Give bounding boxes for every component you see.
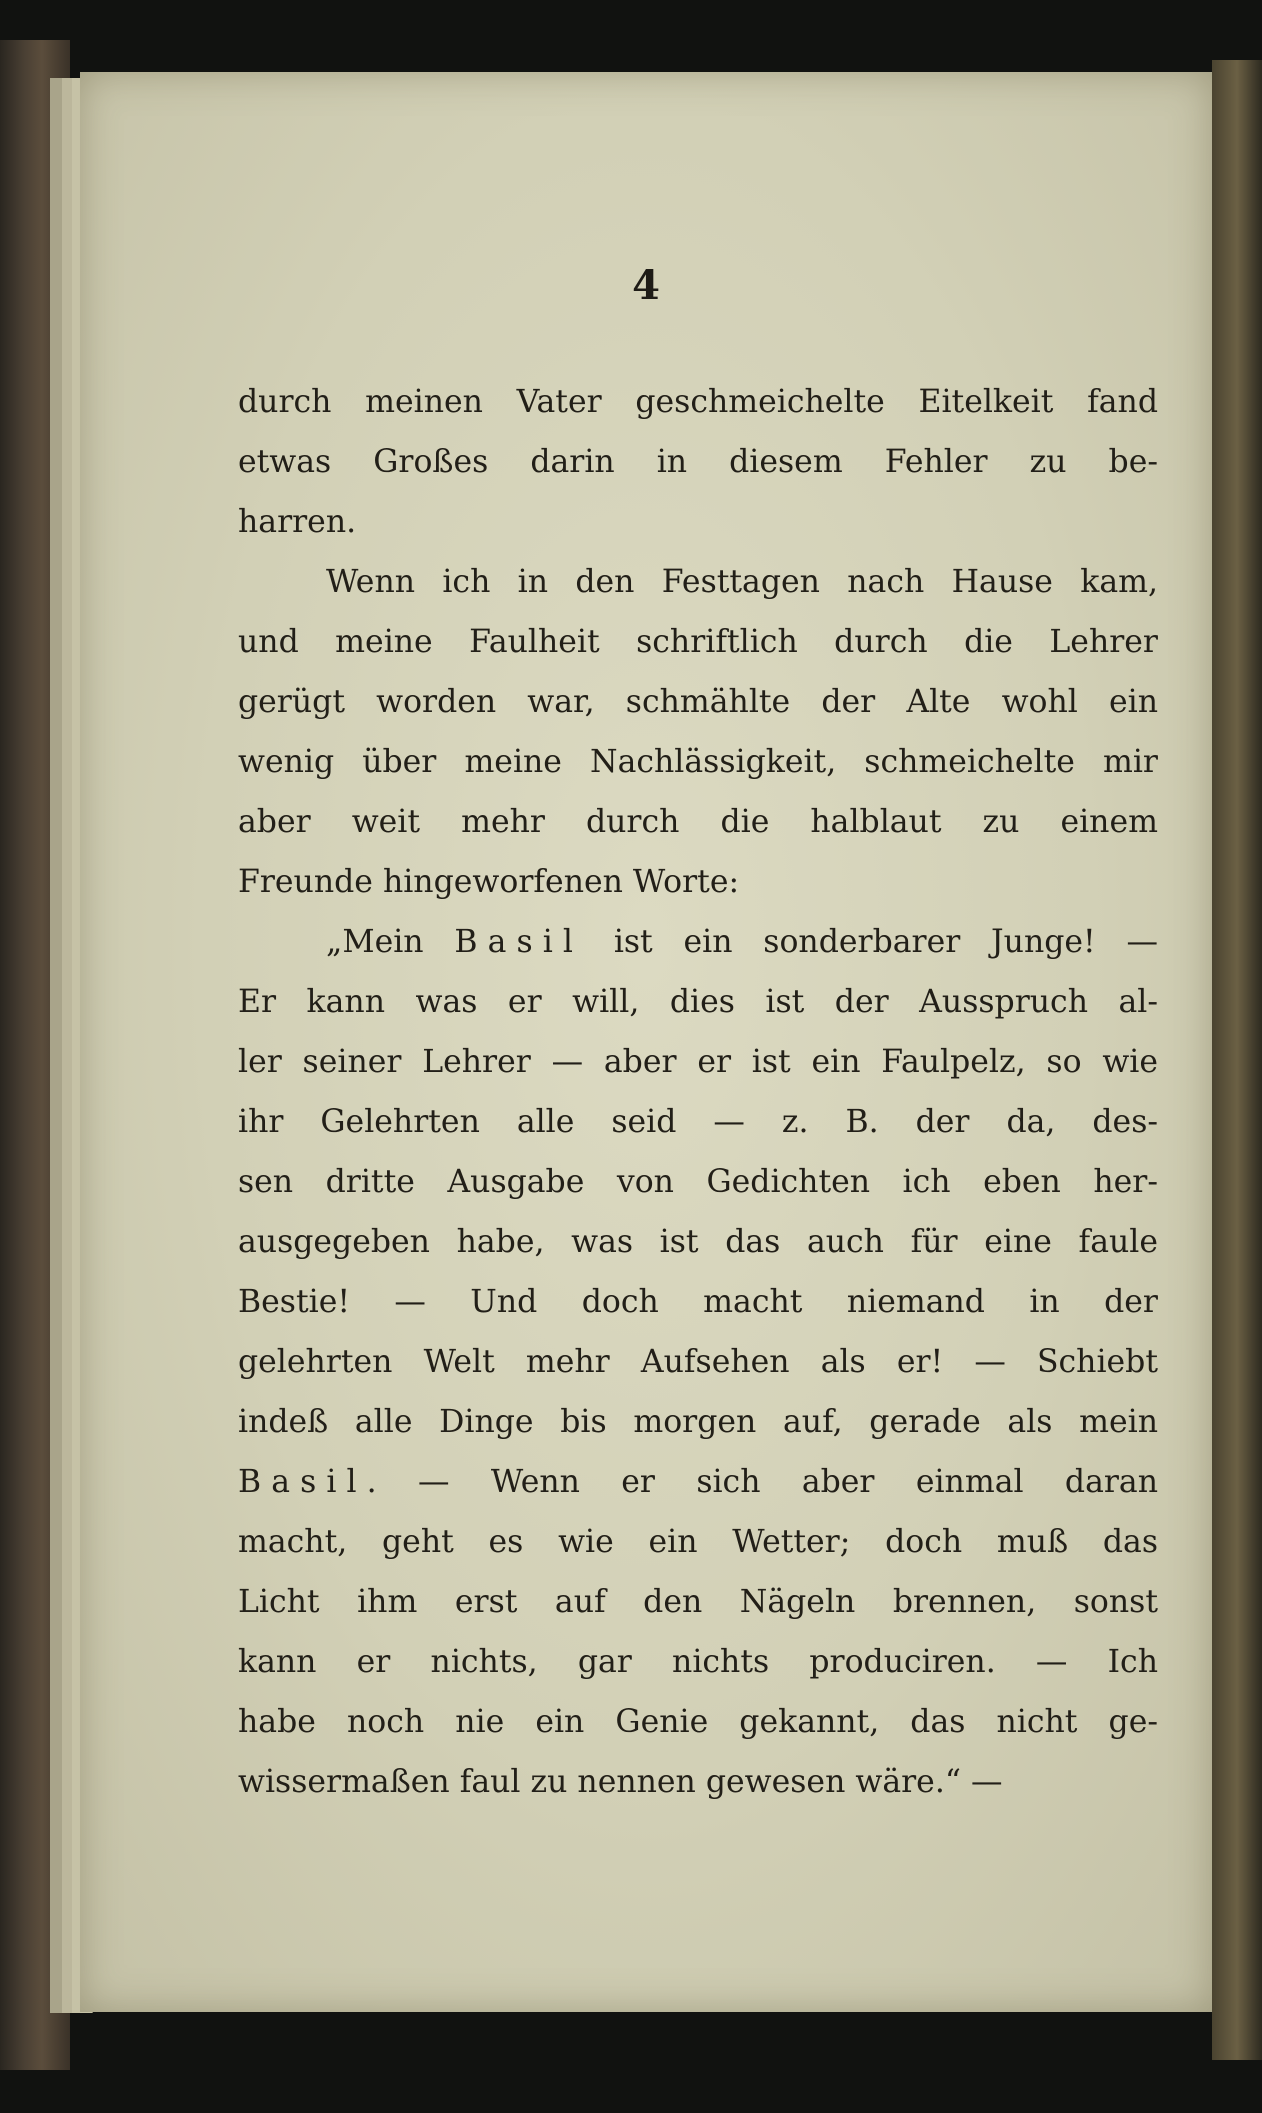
- text-line: ler seiner Lehrer — aber er ist ein Faulpelz, so wie: [238, 1044, 1158, 1080]
- page-text: [238, 372, 1158, 1812]
- text-line: harren.: [238, 504, 357, 540]
- text-line: Licht ihm erst auf den Nägeln brennen, sonst: [238, 1584, 1158, 1620]
- text-line: Wenn ich in den Festtagen nach Hause kam,: [326, 564, 1158, 600]
- text-line: und meine Faulheit schriftlich durch die Lehrer: [238, 624, 1158, 660]
- text-line: sen dritte Ausgabe von Gedichten ich eben her-: [238, 1164, 1158, 1200]
- quote-opening-line: [238, 912, 1158, 972]
- text-line: wissermaßen faul zu nennen gewesen wäre.“ —: [238, 1764, 1003, 1800]
- text-line: Bestie! — Und doch macht niemand in der: [238, 1284, 1158, 1320]
- page-number: 4: [632, 262, 660, 309]
- name-basil: Basil: [238, 1464, 367, 1500]
- text-line: durch meinen Vater geschmeichelte Eitelkeit fand: [238, 384, 1158, 420]
- text-line: habe noch nie ein Genie gekannt, das nicht ge-: [238, 1704, 1158, 1740]
- text-line: ausgegeben habe, was ist das auch für eine faule: [238, 1224, 1158, 1260]
- name-basil: Basil: [454, 924, 584, 960]
- basil-line: [238, 1452, 1158, 1512]
- text-line: gerügt worden war, schmählte der Alte wohl ein: [238, 684, 1158, 720]
- text-line: etwas Großes darin in diesem Fehler zu be-: [238, 444, 1158, 480]
- text-line: indeß alle Dinge bis morgen auf, gerade als mein: [238, 1404, 1158, 1440]
- quote-start: „Mein: [326, 924, 455, 960]
- text-line: gelehrten Welt mehr Aufsehen als er! — Schiebt: [238, 1344, 1158, 1380]
- text-line: ihr Gelehrten alle seid — z. B. der da, des-: [238, 1104, 1158, 1140]
- text-line: Er kann was er will, dies ist der Ausspruch al-: [238, 984, 1158, 1020]
- basil-line-rest: . — Wenn er sich aber einmal daran: [366, 1464, 1158, 1500]
- text-line: Freunde hingeworfenen Worte:: [238, 864, 740, 900]
- text-line: wenig über meine Nachlässigkeit, schmeichelte mir: [238, 744, 1158, 780]
- text-line: macht, geht es wie ein Wetter; doch muß das: [238, 1524, 1158, 1560]
- text-line: kann er nichts, gar nichts produciren. — Ich: [238, 1644, 1158, 1680]
- book-page: [80, 72, 1212, 2012]
- book-cover-right-edge: [1212, 60, 1262, 2060]
- text-line: aber weit mehr durch die halblaut zu einem: [238, 804, 1158, 840]
- quote-end: ist ein sonderbarer Junge! —: [583, 924, 1159, 960]
